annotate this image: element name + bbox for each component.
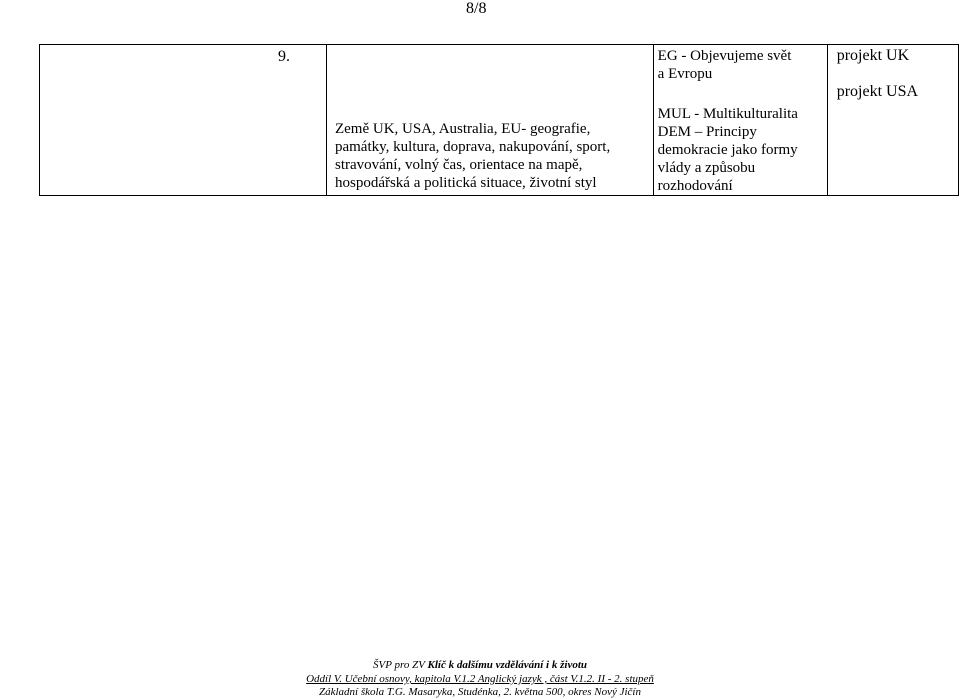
topic-line: Země UK, USA, Australia, EU- geografie, — [334, 121, 591, 137]
footer-line-2: Oddíl V. Učební osnovy, kapitola V.1.2 Anglický jazyk , část V.1.2. II - 2. stupeň — [306, 673, 654, 685]
cross-line: demokracie jako formy — [657, 142, 798, 158]
project-usa: projekt USA — [836, 83, 919, 100]
cross-theme-eg — [658, 47, 825, 83]
curriculum-table — [39, 44, 959, 196]
project-uk: projekt UK — [836, 47, 910, 64]
cross-curricular-cell — [653, 45, 827, 196]
row-number: 9. — [277, 48, 290, 65]
topic-line: stravování, volný čas, orientace na mapě, — [334, 157, 583, 173]
cross-line: EG - Objevujeme svět — [657, 48, 792, 64]
cross-line: MUL - Multikulturalita — [657, 106, 798, 122]
cross-line: rozhodování — [657, 178, 733, 194]
footer-line-3: Základní škola T.G. Masaryka, Studénka, 2. května 500, okres Nový Jičín — [319, 686, 641, 698]
footer-prefix: ŠVP pro ZV — [372, 659, 428, 671]
topic-line: památky, kultura, doprava, nakupování, sport, — [334, 139, 611, 155]
cross-line: a Evropu — [657, 66, 713, 82]
projects-cell — [827, 45, 958, 196]
footer-motto: Klíč k dalšímu vzdělávání i k životu — [427, 659, 588, 671]
cross-line: vlády a způsobu — [657, 160, 756, 176]
topic-cell — [326, 45, 653, 196]
row-number-cell — [40, 45, 327, 196]
topic-text — [335, 120, 649, 192]
footer-line-1 — [0, 658, 960, 672]
table-row — [40, 45, 959, 196]
topic-line: hospodářská a politická situace, životní styl — [334, 175, 597, 191]
cross-theme-mul-dem — [658, 105, 825, 195]
cross-line: DEM – Principy — [657, 124, 757, 140]
page-number: 8/8 — [466, 0, 487, 17]
